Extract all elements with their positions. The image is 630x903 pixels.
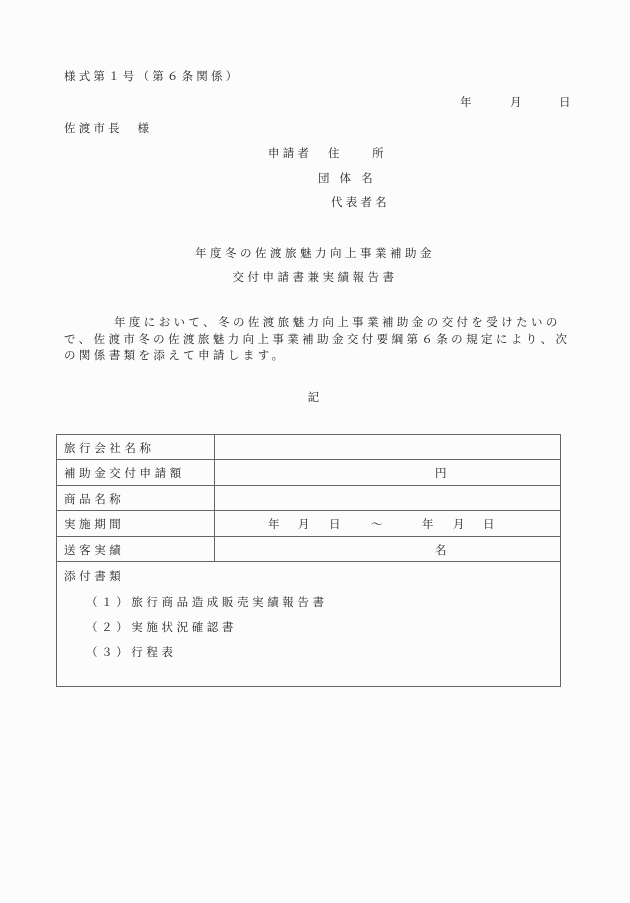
- organization-label: 団 体 名: [318, 171, 376, 185]
- application-table: [56, 434, 561, 687]
- ki-heading: 記: [307, 390, 323, 404]
- date-day: 日: [559, 95, 574, 109]
- end-year: 年: [422, 517, 436, 532]
- date-month: 月: [510, 95, 525, 109]
- attachments-title: 添付書類: [64, 569, 125, 583]
- applicant-label: 申請者: [268, 146, 313, 160]
- body-paragraph: 年度において、冬の佐渡旅魅力向上事業補助金の交付を受けたいので、佐渡市冬の佐渡旅魅力向上事業補助金交付要綱第６条の規定により、次の関係書類を添えて申請します。: [64, 315, 571, 362]
- table-row-subsidy-amount: [57, 460, 560, 485]
- row-label: 補助金交付申請額: [64, 466, 185, 481]
- table-row-product-name: [57, 486, 560, 511]
- attachment-item: （３）行程表: [86, 645, 177, 659]
- row-label: 商品名称: [64, 491, 125, 506]
- document-title-line1: 年度冬の佐渡旅魅力向上事業補助金: [195, 246, 435, 260]
- start-month: 月: [298, 517, 312, 532]
- form-number: 様式第１号（第６条関係）: [64, 69, 241, 83]
- yen-unit: 円: [435, 466, 449, 481]
- end-day: 日: [483, 517, 497, 532]
- table-row-customers-sent: [57, 537, 560, 562]
- document-title-line2: 交付申請書兼実績報告書: [232, 270, 398, 284]
- attachment-item: （２）実施状況確認書: [86, 620, 237, 634]
- address-label: 住 所: [328, 146, 387, 160]
- table-row-travel-company: [57, 435, 560, 460]
- period-tilde: ～: [371, 517, 385, 532]
- addressee: 佐渡市長 様: [64, 121, 153, 135]
- row-label: 旅行会社名称: [64, 441, 155, 455]
- start-year: 年: [268, 517, 282, 532]
- start-day: 日: [329, 517, 343, 532]
- date-year: 年: [460, 95, 475, 109]
- table-row-period: [57, 511, 560, 536]
- end-month: 月: [453, 517, 467, 532]
- attachment-item: （１）旅行商品造成販売実績報告書: [86, 595, 328, 609]
- representative-label: 代表者名: [331, 195, 390, 209]
- row-label: 送客実績: [64, 542, 125, 557]
- row-label: 実施期間: [64, 517, 125, 532]
- persons-unit: 名: [435, 542, 449, 557]
